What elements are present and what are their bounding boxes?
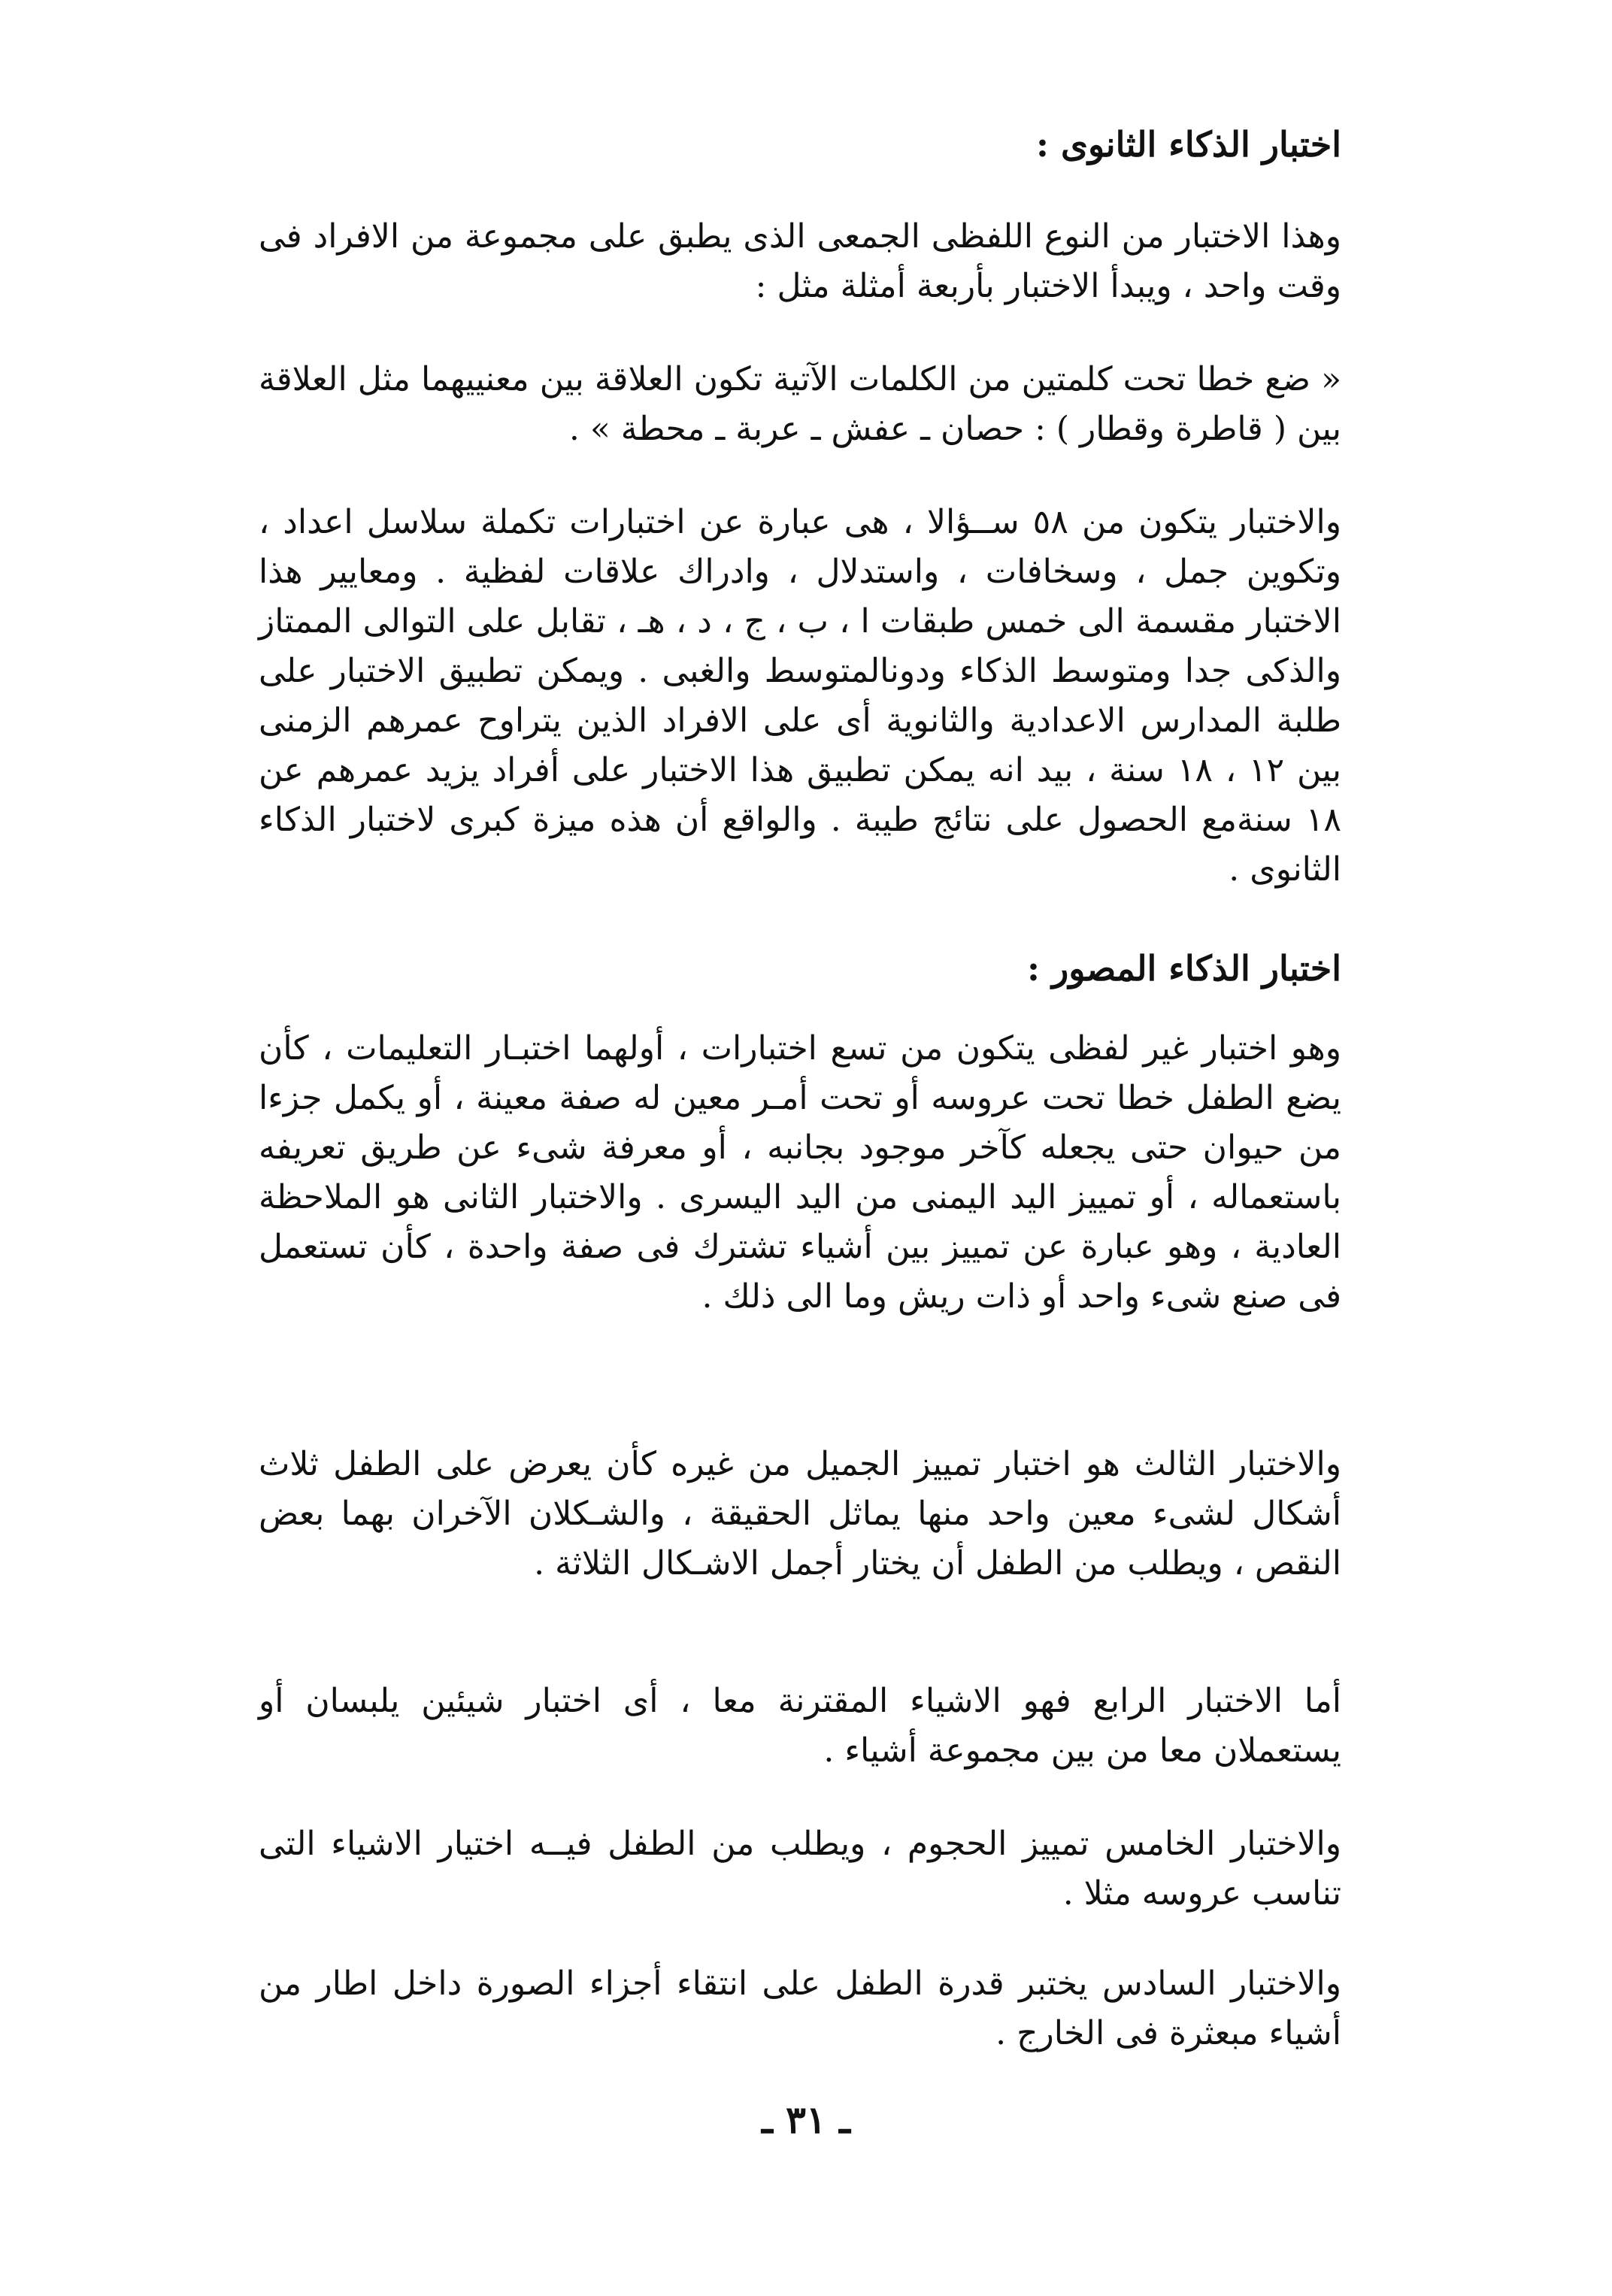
section-heading-secondary-intelligence-test: اختبار الذكاء الثانوى : <box>1036 124 1341 165</box>
paragraph-intro <box>259 212 1341 311</box>
paragraph-text: والاختبار الخامس تمييز الحجوم ، ويطلب من الطفل فيــه اختيار الاشياء التى تناسب عروسه مثلا . <box>259 1825 1341 1913</box>
paragraph-text: وهو اختبار غير لفظى يتكون من تسع اختبارات ، أولهما اختبـار التعليمات ، كأن يضع الطفل خطا تحت عروسه أو تحت أمـر معين له صفة معينة ، أو يكمل جزءا من حيوان حتى يجعله كآخر موجود بجانبه ، أو معرفة شىء عن طريق تعريفه باستعماله ، أو تمييز اليد اليمنى من اليد اليسرى . والاختبار الثانى هو الملاحظة العادية ، وهو عبارة عن تمييز بين أشياء تشترك فى صفة واحدة ، كأن تستعمل فى صنع شىء واحد أو ذات ريش وما الى ذلك . <box>259 1029 1341 1316</box>
paragraph-text: « ضع خطا تحت كلمتين من الكلمات الآتية تكون العلاقة بين معنييهما مثل العلاقة بين ( قاطرة وقطار ) : حصان ـ عفش ـ عربة ـ محطة » . <box>259 360 1341 448</box>
paragraph-fourth-test <box>259 1677 1341 1776</box>
page-number: ـ ٣١ ـ <box>762 2098 850 2142</box>
paragraph-sixth-test <box>259 1959 1341 2058</box>
paragraph-example <box>259 355 1341 454</box>
paragraph-text: أما الاختبار الرابع فهو الاشياء المقترنة معا ، أى اختبار شيئين يلبسان أو يستعملان معا من بين مجموعة أشياء . <box>259 1682 1341 1770</box>
paragraph-third-test <box>259 1440 1341 1589</box>
section-heading-picture-intelligence-test: اختبار الذكاء المصور : <box>1027 948 1341 989</box>
paragraph-fifth-test <box>259 1819 1341 1919</box>
paragraph-text: والاختبار يتكون من ٥٨ ســؤالا ، هى عبارة عن اختبارات تكملة سلاسل اعداد ، وتكوين جمل ، وسخافات ، واستدلال ، وادراك علاقات لفظية . ومعايير هذا الاختبار مقسمة الى خمس طبقات ا ، ب ، ج ، د ، هـ ، تقابل على التوالى الممتاز والذكى جدا ومتوسط الذكاء ودونالمتوسط والغبى . ويمكن تطبيق الاختبار على طلبة المدارس الاعدادية والثانوية أى على الافراد الذين يتراوح عمرهم الزمنى بين ١٢ ، ١٨ سنة ، بيد انه يمكن تطبيق هذا الاختبار على أفراد يزيد عمرهم عن ١٨ سنةمع الحصول على نتائج طيبة . والواقع أن هذه ميزة كبرى لاختبار الذكاء الثانوى . <box>259 503 1341 889</box>
paragraph-text: والاختبار الثالث هو اختبار تمييز الجميل من غيره كأن يعرض على الطفل ثلاث أشكال لشىء معين واحد منها يماثل الحقيقة ، والشـكلان الآخران بهما بعض النقص ، ويطلب من الطفل أن يختار أجمل الاشـكال الثلاثة . <box>259 1445 1341 1583</box>
paragraph-first-second-tests <box>259 1024 1341 1322</box>
paragraph-text: وهذا الاختبار من النوع اللفظى الجمعى الذى يطبق على مجموعة من الافراد فى وقت واحد ، ويبدأ الاختبار بأربعة أمثلة مثل : <box>259 217 1341 305</box>
paragraph-text: والاختبار السادس يختبر قدرة الطفل على انتقاء أجزاء الصورة داخل اطار من أشياء مبعثرة فى الخارج . <box>259 1964 1341 2052</box>
paragraph-test-description <box>259 498 1341 895</box>
